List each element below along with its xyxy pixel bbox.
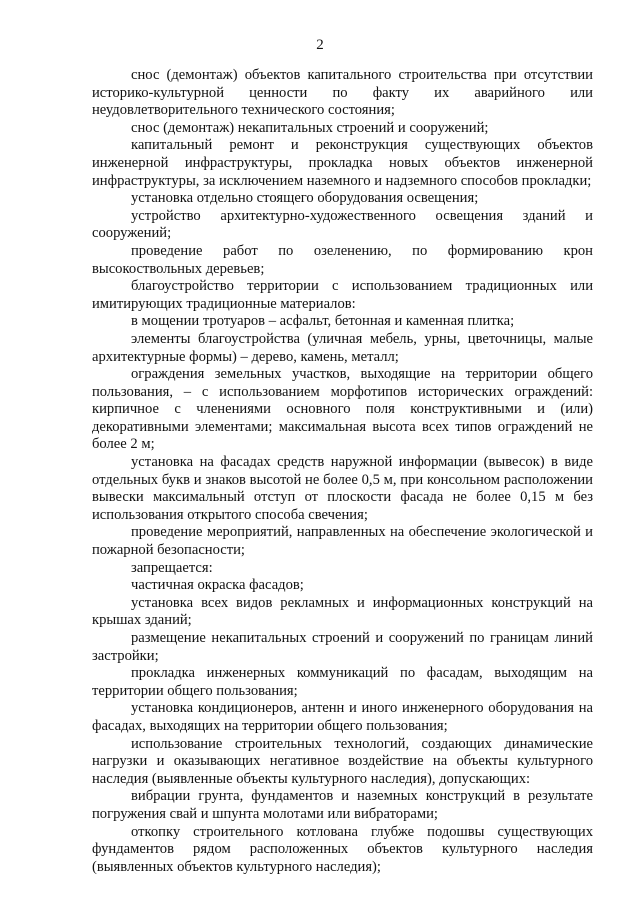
- paragraph: установка на фасадах средств наружной информации (вывесок) в виде отдельных букв и знаков высотой не более 0,5 м, при консольном расположении вывески максимальный отступ от плоскости фасада не более 0,15 м без использования открытого способа свечения;: [92, 454, 593, 523]
- paragraph: снос (демонтаж) объектов капитального строительства при отсутствии историко-культурной ценности по факту их аварийного или неудовлетворительного технического состояния;: [92, 67, 593, 119]
- paragraph: капитальный ремонт и реконструкция существующих объектов инженерной инфраструктуры, прокладка новых объектов инженерной инфраструктуры, за исключением наземного и надземного способов прокладки;: [92, 137, 593, 189]
- paragraph: установка отдельно стоящего оборудования освещения;: [131, 190, 479, 207]
- paragraph: прокладка инженерных коммуникаций по фасадам, выходящим на территории общего пользования;: [92, 665, 593, 699]
- paragraph: устройство архитектурно-художественного освещения зданий и сооружений;: [92, 207, 593, 242]
- paragraph: проведение мероприятий, направленных на обеспечение экологической и пожарной безопасности;: [92, 524, 593, 559]
- paragraph: элементы благоустройства (уличная мебель, урны, цветочницы, малые архитектурные формы) – дерево, камень, металл;: [92, 330, 593, 365]
- paragraph: частичная окраска фасадов;: [131, 577, 304, 594]
- paragraph: вибрации грунта, фундаментов и наземных конструкций в результате погружения свай и шпунта молотами или вибраторами;: [92, 788, 593, 822]
- paragraph: установка кондиционеров, антенн и иного инженерного оборудования на фасадах, выходящих на территории общего пользования;: [92, 700, 593, 734]
- document-body: [92, 67, 593, 876]
- paragraph: в мощении тротуаров – асфальт, бетонная и каменная плитка;: [131, 313, 515, 330]
- paragraph: ограждения земельных участков, выходящие на территории общего пользования, – с использованием морфотипов исторических ограждений: кирпичное с членениями основного поля конструктивными и (или) декоративными элементами; максимальная высота всех типов ограждений не более 2 м;: [92, 366, 593, 453]
- paragraph: установка всех видов рекламных и информационных конструкций на крышах зданий;: [92, 594, 593, 629]
- page-number: 2: [316, 37, 324, 53]
- paragraph: благоустройство территории с использованием традиционных или имитирующих традиционные материалов:: [92, 278, 593, 312]
- paragraph: проведение работ по озеленению, по формированию крон высокоствольных деревьев;: [92, 242, 593, 277]
- paragraph: запрещается:: [131, 559, 213, 576]
- paragraph: снос (демонтаж) некапитальных строений и сооружений;: [131, 119, 489, 136]
- paragraph: размещение некапитальных строений и сооружений по границам линий застройки;: [92, 630, 593, 664]
- paragraph: откопку строительного котлована глубже подошвы существующих фундаментов рядом расположенных объектов культурного наследия (выявленных объектов культурного наследия);: [92, 823, 593, 875]
- paragraph: использование строительных технологий, создающих динамические нагрузки и оказывающих негативное воздействие на объекты культурного наследия (выявленные объекты культурного наследия), допускающих:: [92, 735, 593, 787]
